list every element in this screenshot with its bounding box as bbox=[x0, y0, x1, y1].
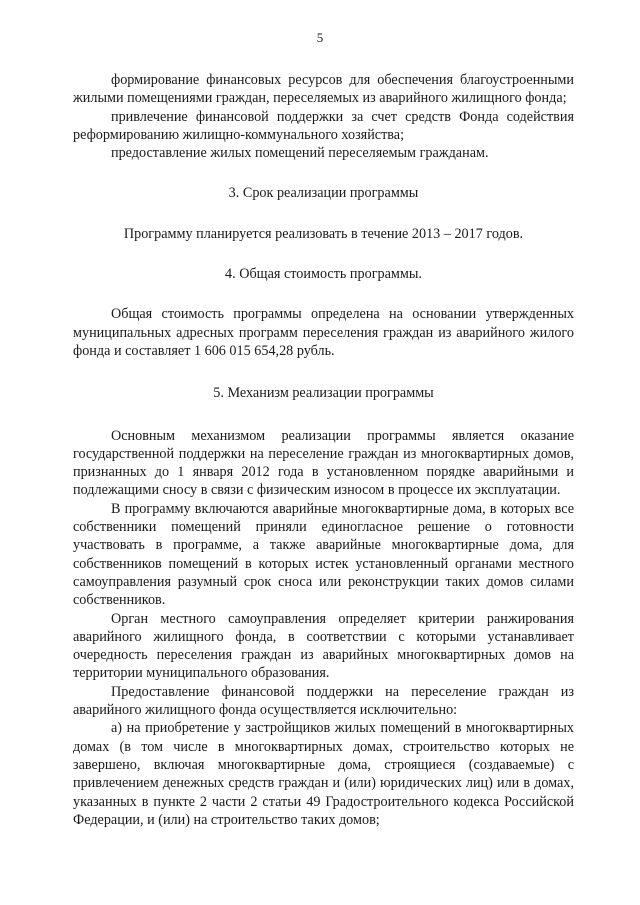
section-5-heading: 5. Механизм реализации программы bbox=[213, 385, 434, 402]
page-number: 5 bbox=[316, 30, 324, 45]
section-5-paragraph: Орган местного самоуправления определяет критерии ранжирования аварийного жилищного фонда, в соответствии с которыми устанавливает очередность переселения граждан из аварийных многоквартирных домов на территории муниципального образования. bbox=[73, 610, 574, 682]
section-5-paragraph: Основным механизмом реализации программы является оказание государственной поддержки на переселение граждан из многоквартирных домов, признанных до 1 января 2012 года в установленном порядке аварийными и подлежащими сносу в связи с физическим износом в процессе их эксплуатации. bbox=[73, 427, 574, 499]
section-5-paragraph: Предоставление финансовой поддержки на переселение граждан из аварийного жилищного фонда осуществляется исключительно: bbox=[73, 683, 574, 719]
goal-paragraph: предоставление жилых помещений переселяемым гражданам. bbox=[111, 145, 489, 162]
goal-paragraph: привлечение финансовой поддержки за счет средств Фонда содействия реформированию жилищно-коммунального хозяйства; bbox=[73, 108, 574, 143]
section-4-heading: 4. Общая стоимость программы. bbox=[225, 266, 422, 283]
goal-paragraph: формирование финансовых ресурсов для обеспечения благоустроенными жилыми помещениями граждан, переселяемых из аварийного жилищного фонда; bbox=[73, 72, 574, 107]
document-body bbox=[73, 71, 574, 829]
section-3-text: Программу планируется реализовать в течение 2013 – 2017 годов. bbox=[123, 225, 524, 242]
section-3-heading: 3. Срок реализации программы bbox=[228, 185, 419, 202]
section-5-paragraph: В программу включаются аварийные многоквартирные дома, в которых все собственники помещений приняли единогласное решение о готовности участвовать в программе, а также аварийные многоквартирные дома, для собственников помещений в которых истек установленный органами местного самоуправления разумный срок сноса или реконструкции таких домов силами собственников. bbox=[73, 500, 574, 609]
section-5-paragraph: а) на приобретение у застройщиков жилых помещений в многоквартирных домах (в том числе в многоквартирных домах, строительство которых не завершено, включая многоквартирные дома, строящиеся (создаваемые) с привлечением денежных средств граждан и (или) юридических лиц) или в домах, указанных в пункте 2 части 2 статьи 49 Градостроительного кодекса Российской Федерации, и (или) на строительство таких домов; bbox=[73, 720, 574, 828]
section-4-text: Общая стоимость программы определена на основании утвержденных муниципальных адресных программ переселения граждан из аварийного жилого фонда и составляет 1 606 015 654,28 рубль. bbox=[73, 306, 574, 359]
